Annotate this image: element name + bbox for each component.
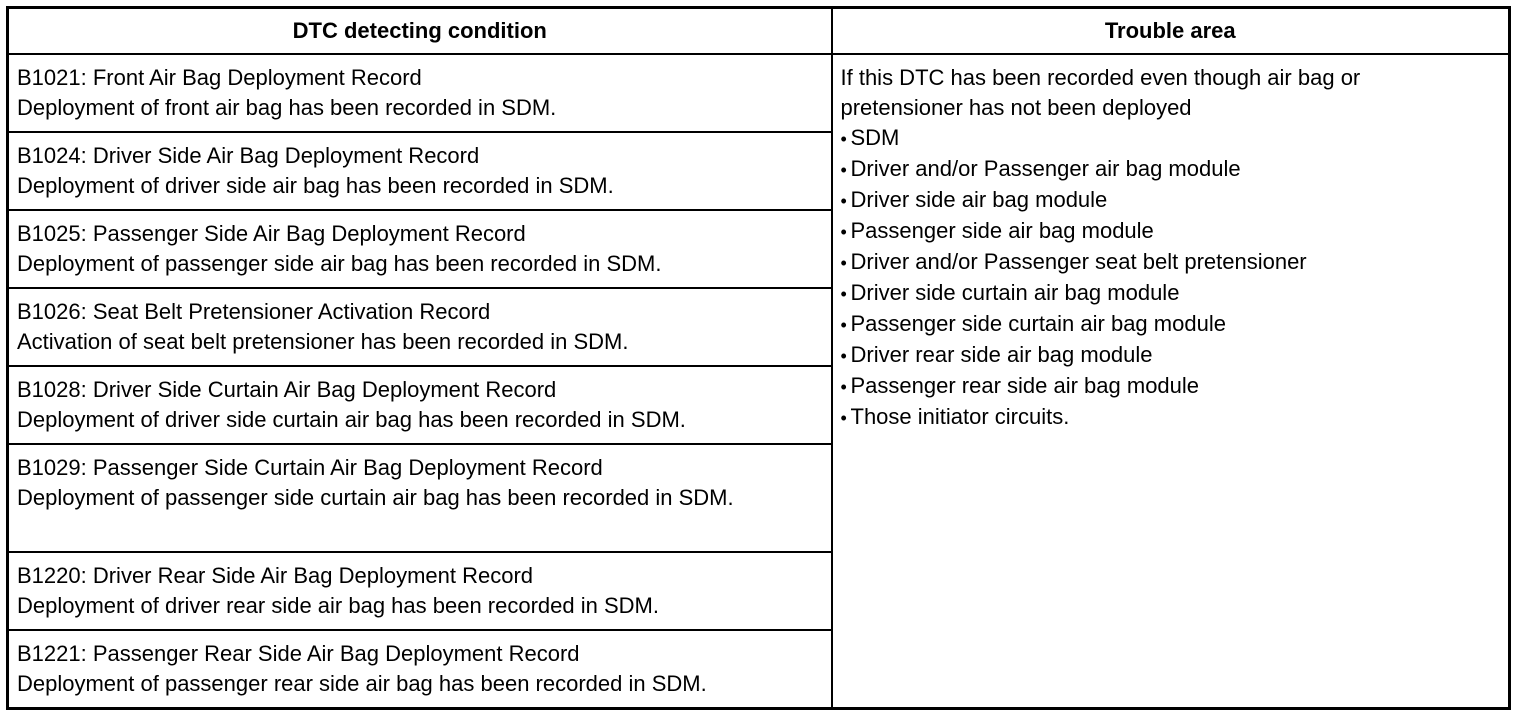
dtc-description: Deployment of passenger side air bag has been recorded in SDM.	[17, 251, 662, 276]
list-item	[841, 371, 1501, 402]
dtc-code-title: B1025: Passenger Side Air Bag Deployment Record	[17, 221, 526, 246]
dtc-description: Activation of seat belt pretensioner has been recorded in SDM.	[17, 329, 629, 354]
condition-cell	[8, 288, 832, 366]
condition-cell	[8, 210, 832, 288]
trouble-item: Driver and/or Passenger air bag module	[850, 156, 1241, 181]
dtc-code-title: B1221: Passenger Rear Side Air Bag Deployment Record	[17, 641, 580, 666]
list-item	[841, 402, 1501, 433]
bullet-icon: •	[840, 315, 847, 335]
dtc-description: Deployment of passenger rear side air bag has been recorded in SDM.	[17, 671, 707, 696]
bullet-icon: •	[840, 222, 847, 242]
bullet-icon: •	[840, 191, 847, 211]
trouble-list	[841, 123, 1501, 433]
condition-cell	[8, 444, 832, 552]
trouble-item: Passenger side curtain air bag module	[850, 311, 1226, 336]
condition-cell	[8, 630, 832, 709]
list-item	[841, 309, 1501, 340]
list-item	[841, 154, 1501, 185]
trouble-item: Driver side air bag module	[850, 187, 1108, 212]
trouble-item: SDM	[850, 125, 900, 150]
list-item	[841, 185, 1501, 216]
list-item	[841, 340, 1501, 371]
dtc-description: Deployment of driver side air bag has been recorded in SDM.	[17, 173, 614, 198]
list-item	[841, 216, 1501, 247]
bullet-icon: •	[840, 284, 847, 304]
bullet-icon: •	[840, 346, 847, 366]
header-trouble-area: Trouble area	[832, 8, 1510, 55]
dtc-description: Deployment of front air bag has been recorded in SDM.	[17, 95, 557, 120]
condition-cell	[8, 552, 832, 630]
bullet-icon: •	[840, 129, 847, 149]
trouble-item: Passenger rear side air bag module	[850, 373, 1200, 398]
condition-cell	[8, 132, 832, 210]
trouble-item: Driver and/or Passenger seat belt pretensioner	[850, 249, 1307, 274]
dtc-description: Deployment of passenger side curtain air bag has been recorded in SDM.	[17, 485, 734, 510]
list-item	[841, 247, 1501, 278]
dtc-code-title: B1024: Driver Side Air Bag Deployment Record	[17, 143, 480, 168]
trouble-item: Driver rear side air bag module	[850, 342, 1153, 367]
trouble-item: Driver side curtain air bag module	[850, 280, 1180, 305]
table-row	[8, 54, 1510, 132]
list-item	[841, 278, 1501, 309]
trouble-intro-line1: If this DTC has been recorded even though air bag or	[840, 65, 1361, 90]
list-item	[841, 123, 1501, 154]
dtc-code-title: B1021: Front Air Bag Deployment Record	[17, 65, 422, 90]
trouble-area-cell	[832, 54, 1510, 709]
dtc-code-title: B1028: Driver Side Curtain Air Bag Deployment Record	[17, 377, 557, 402]
condition-cell	[8, 366, 832, 444]
dtc-code-title: B1026: Seat Belt Pretensioner Activation Record	[17, 299, 491, 324]
dtc-description: Deployment of driver rear side air bag has been recorded in SDM.	[17, 593, 659, 618]
trouble-intro-line2: pretensioner has not been deployed	[840, 95, 1192, 120]
bullet-icon: •	[840, 408, 847, 428]
dtc-code-title: B1220: Driver Rear Side Air Bag Deployment Record	[17, 563, 534, 588]
header-dtc-condition: DTC detecting condition	[8, 8, 832, 55]
condition-cell	[8, 54, 832, 132]
trouble-item: Passenger side air bag module	[850, 218, 1154, 243]
bullet-icon: •	[840, 253, 847, 273]
bullet-icon: •	[840, 377, 847, 397]
dtc-code-title: B1029: Passenger Side Curtain Air Bag Deployment Record	[17, 455, 603, 480]
header-row	[8, 8, 1510, 55]
trouble-item: Those initiator circuits.	[850, 404, 1070, 429]
dtc-table	[6, 6, 1511, 710]
dtc-description: Deployment of driver side curtain air bag has been recorded in SDM.	[17, 407, 686, 432]
bullet-icon: •	[840, 160, 847, 180]
